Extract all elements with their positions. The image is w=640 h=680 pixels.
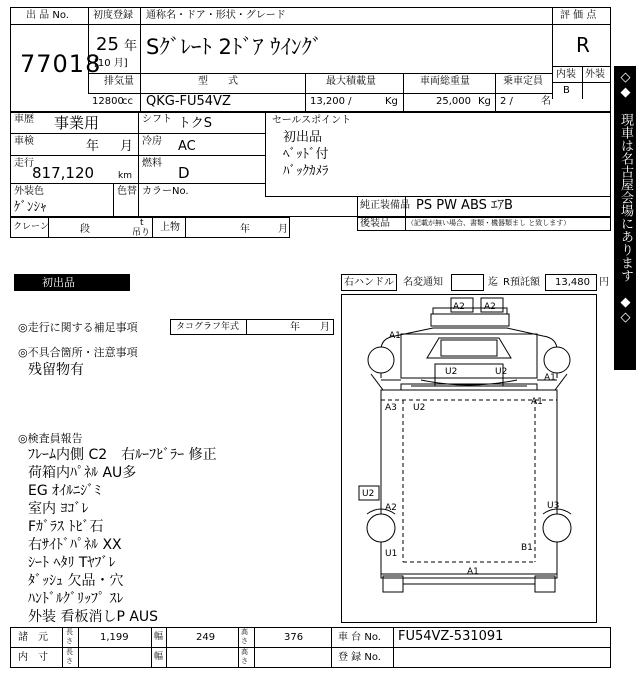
max-load-value: 13,200 /	[310, 96, 352, 107]
tacho-year: 年	[290, 322, 300, 333]
mount-month: 月	[278, 224, 288, 235]
mark-u1-rear-left: U1	[385, 549, 398, 559]
name-change-box	[451, 274, 484, 291]
aftermarket-label: 後装品	[360, 218, 390, 229]
inspector-line-5: Fｶﾞﾗｽ ﾄﾋﾞ石	[28, 519, 104, 535]
fuel-label: 燃料	[142, 158, 162, 169]
defects-line-1: 残留物有	[28, 362, 84, 378]
inspection-year: 年	[86, 139, 100, 154]
deadline-suffix: 迄	[488, 277, 498, 288]
inspector-line-4: 室内 ﾖｺﾞﾚ	[28, 501, 89, 517]
length-label: 長さ	[66, 628, 73, 645]
mount-year: 年	[240, 224, 250, 235]
inspector-line-6: 右ｻｲﾄﾞﾊﾟﾈﾙ XX	[28, 537, 122, 553]
mark-a1-rear: A1	[467, 567, 479, 577]
shift-value: トクS	[178, 116, 212, 131]
inspector-line-2: 荷箱内ﾊﾟﾈﾙ AU多	[28, 465, 137, 481]
recycle-label: R預託額	[503, 277, 540, 288]
history-label: 車歴	[14, 114, 34, 125]
mark-a1-cab-right: A1	[531, 397, 543, 407]
ext-color-label: 外装色	[14, 186, 44, 197]
mark-u2-cab-right: U2	[495, 367, 508, 377]
sales-points-label: セールスポイント	[272, 115, 352, 126]
equipment-label: 純正装備品	[360, 200, 410, 211]
aftermarket-note: （記載が無い場合、書類・機器類まし と致します）	[407, 219, 571, 227]
grade-value: R	[576, 33, 590, 57]
registration-label: 登 録 No.	[338, 652, 381, 663]
grade-label: 評 価 点	[560, 10, 597, 21]
ext-color-value: ｹﾞﾝｼｬ	[14, 200, 47, 215]
dims-label: 諸 元	[18, 632, 48, 643]
mount-label: 上物	[160, 222, 180, 233]
crane-hang: 吊り	[132, 228, 151, 238]
tacho-month: 月	[320, 322, 330, 333]
mileage-label: 走行	[14, 158, 34, 169]
mark-u2-side-box: U2	[362, 489, 375, 499]
truck-diagram	[341, 294, 597, 623]
mileage-unit: km	[118, 171, 132, 181]
capacity-value: 2 /	[500, 96, 513, 107]
gross-weight-value: 25,000	[436, 96, 471, 107]
mark-b1-rear-right: B1	[521, 543, 533, 553]
inner-length-label: 長さ	[66, 648, 73, 665]
inspector-line-3: EG ｵｲﾙﾆｼﾞﾐ	[28, 483, 102, 499]
equipment-value: PS PW ABS ｴｱB	[416, 198, 513, 213]
driving-notes-title: ◎走行に関する補足事項	[18, 321, 138, 334]
max-load-label: 最大積載量	[326, 76, 376, 87]
mark-a2-right: A2	[484, 302, 496, 312]
model-code: QKG-FU54VZ	[146, 94, 231, 109]
chassis-label: 車 台 No.	[338, 632, 381, 643]
sales-point-3: ﾊﾞｯｸｶﾒﾗ	[283, 164, 329, 179]
tacho-label: タコグラフ年式	[176, 322, 240, 332]
recycle-amount: 13,480	[555, 277, 590, 288]
width-value: 249	[196, 632, 216, 643]
crane-label: クレーン	[13, 222, 49, 232]
fuel-value: D	[178, 164, 190, 182]
model-name: Sｸﾞﾚｰﾄ 2ﾄﾞｱ ｳｲﾝｸﾞ	[146, 35, 323, 59]
first-listing-text: 初出品	[42, 276, 75, 289]
mark-u3-rear-right: U3	[547, 501, 560, 511]
mark-a2-left: A2	[453, 302, 465, 312]
rhd-label: 右ハンドル	[344, 277, 394, 288]
inspector-line-8: ﾀﾞｯｼｭ 欠品・穴	[28, 573, 124, 589]
inspector-title: ◎検査員報告	[18, 432, 83, 445]
inner-height-label: 高さ	[241, 648, 248, 665]
color-swap-label: 色替	[117, 186, 137, 197]
ac-value: AC	[178, 139, 196, 154]
chassis-value: FU54VZ-531091	[398, 629, 504, 644]
height-label: 高さ	[241, 628, 248, 645]
max-load-unit: Kg	[385, 96, 398, 107]
inspector-line-7: ｼｰﾄ ﾍﾀﾘ Tﾔﾌﾞﾚ	[28, 555, 116, 571]
gross-weight-label: 車両総重量	[420, 76, 470, 87]
mark-u2-body: U2	[413, 403, 426, 413]
inspector-line-1: ﾌﾚｰﾑ内側 C2 右ﾙｰﾌﾋﾞﾗｰ 修正	[28, 447, 217, 463]
capacity-label: 乗車定員	[503, 76, 543, 87]
displacement-value: 12800	[92, 96, 124, 107]
mark-a1-front-left: A1	[389, 331, 401, 341]
defects-title: ◎不具合箇所・注意事項	[18, 346, 138, 359]
lot-no-label: 出 品 No.	[26, 10, 69, 21]
inner-width-label: 幅	[154, 652, 164, 662]
mark-a1-wheel-right: A1	[544, 373, 556, 383]
first-reg-year: 25	[96, 34, 119, 55]
length-value: 1,199	[100, 632, 129, 643]
capacity-unit: 名	[541, 96, 551, 107]
interior-label: 内装	[556, 69, 576, 80]
sales-point-1: 初出品	[283, 130, 323, 145]
displacement-unit: cc	[122, 96, 133, 107]
mileage-value: 817,120	[32, 164, 95, 182]
exterior-label: 外装	[585, 69, 605, 80]
inspection-label: 車検	[14, 136, 34, 147]
crane-ton: t	[140, 218, 144, 228]
lot-no: 77018	[20, 50, 102, 78]
model-label: 型 式	[198, 76, 238, 87]
inner-label: 内 寸	[18, 652, 48, 663]
history-value: 事業用	[54, 114, 100, 132]
mark-u2-cab-left: U2	[445, 367, 458, 377]
title-label: 通称名・ドア・形状・グレード	[146, 10, 286, 21]
inspector-line-9: ﾊﾝﾄﾞﾙｸﾞﾘｯﾌﾟ ｽﾚ	[28, 591, 124, 607]
displacement-label: 排気量	[104, 76, 134, 87]
crane-stage: 段	[80, 224, 90, 235]
ac-label: 冷房	[142, 136, 162, 147]
shift-label: シフト	[142, 114, 172, 125]
side-banner-text: ◇◆ 現車は名古屋会場にあります ◆◇	[618, 70, 633, 325]
first-reg-year-unit: 年	[124, 39, 138, 54]
color-no-label: カラーNo.	[142, 186, 189, 197]
inspector-line-10: 外装 看板消しP AUS	[28, 609, 159, 625]
sales-point-2: ﾍﾞｯﾄﾞ付	[283, 147, 329, 162]
recycle-unit: 円	[599, 277, 609, 288]
width-label: 幅	[154, 632, 164, 642]
name-change-label: 名変通知	[403, 277, 443, 288]
mark-a3-body: A3	[385, 403, 397, 413]
first-reg-month: [10 月]	[94, 58, 128, 69]
interior-value: B	[563, 85, 570, 96]
height-value: 376	[284, 632, 304, 643]
inspection-month: 月	[120, 139, 134, 154]
first-reg-label: 初度登録	[93, 10, 133, 21]
gross-weight-unit: Kg	[478, 96, 491, 107]
mark-a2-rear-left: A2	[385, 503, 397, 513]
